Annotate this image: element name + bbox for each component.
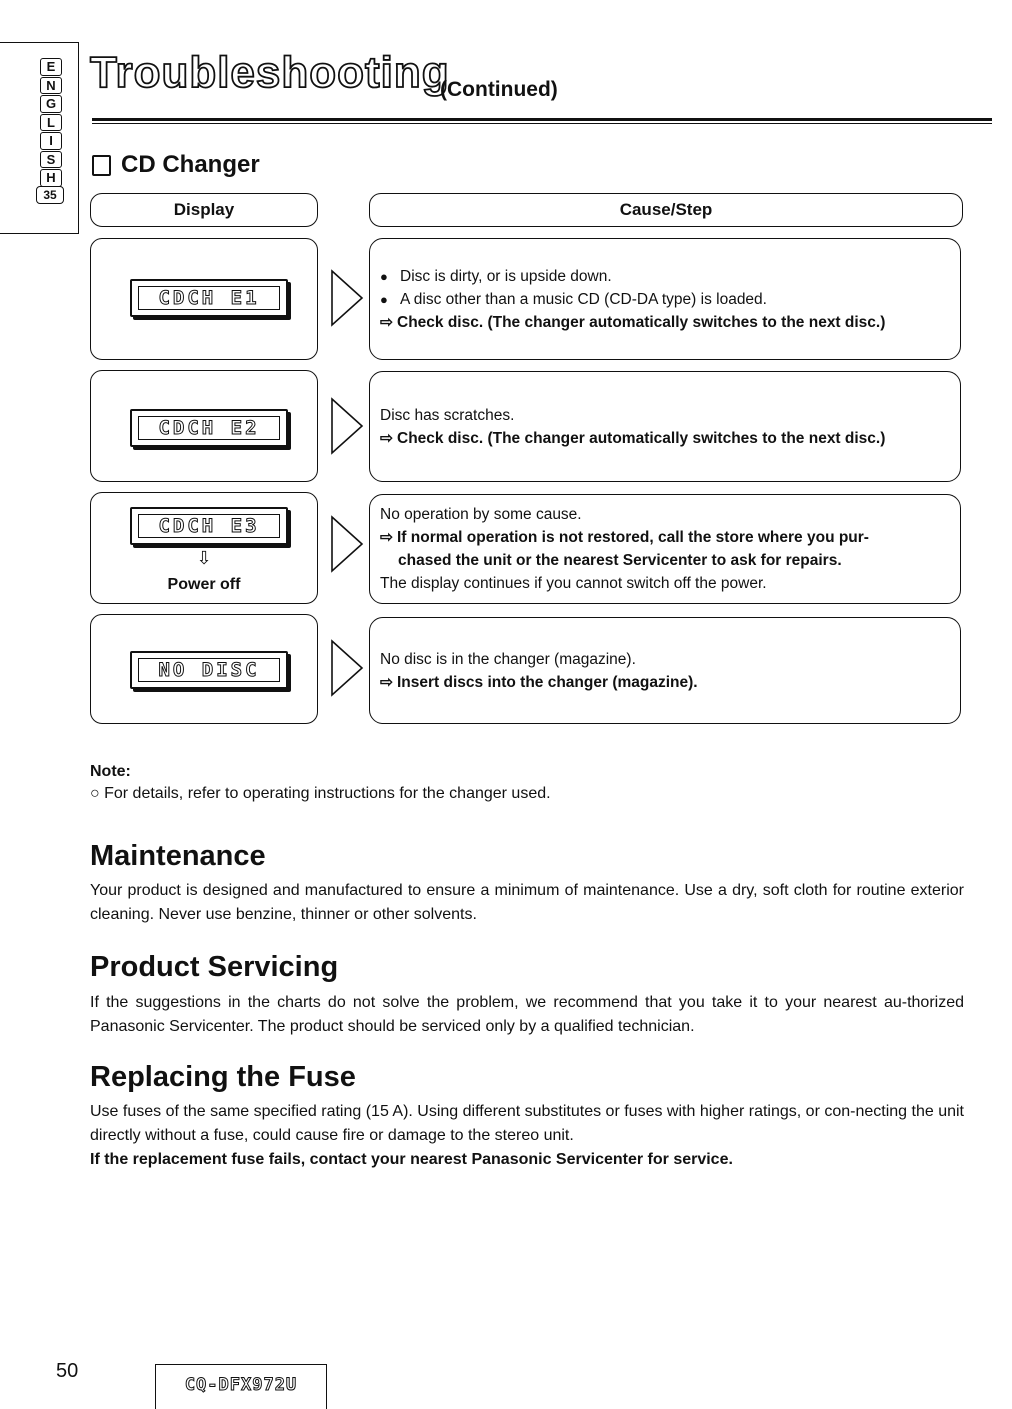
lcd-display-text: CDCH E1 <box>138 286 280 310</box>
fuse-warning: If the replacement fuse fails, contact your nearest Panasonic Servicenter for service. <box>90 1151 733 1168</box>
language-letter: E <box>40 58 62 76</box>
lcd-display-text: NO DISC <box>138 658 280 682</box>
lcd-display-text: CDCH E2 <box>138 416 280 440</box>
title-continued: (Continued) <box>440 78 558 101</box>
step-line <box>380 427 950 450</box>
step-line <box>380 549 950 572</box>
step-arrow-icon: ⇨ <box>380 429 393 447</box>
maintenance-text: Your product is designed and manufactured to ensure a minimum of maintenance. Use a dry, soft cloth for routine exterior cleaning. Never use benzine, thinner or other solvents. <box>90 882 964 923</box>
cd-changer-heading <box>92 151 260 179</box>
cause-line <box>380 648 950 671</box>
language-letter: S <box>40 151 62 169</box>
step-line <box>380 671 950 694</box>
step-line <box>380 311 950 334</box>
language-letter: G <box>40 95 62 113</box>
language-letters <box>40 58 62 188</box>
language-letter: H <box>40 169 62 187</box>
cause-column-header: Cause/Step <box>369 193 963 227</box>
cd-changer-heading-text: CD Changer <box>121 151 260 178</box>
model-tab <box>155 1364 327 1409</box>
cause-line <box>380 503 950 526</box>
display-cell <box>90 370 318 482</box>
step-line <box>380 526 950 549</box>
display-cell <box>90 238 318 360</box>
note-text-body: For details, refer to operating instructions for the changer used. <box>104 785 551 802</box>
step-line-text: If normal operation is not restored, call the store where you pur- <box>397 529 869 546</box>
right-triangle-arrow-icon <box>329 268 365 328</box>
section-page-badge: 35 <box>36 186 64 204</box>
cause-cell <box>369 238 961 360</box>
step-arrow-icon: ⇨ <box>380 673 393 691</box>
fuse-heading: Replacing the Fuse <box>90 1061 356 1093</box>
page-title: Troubleshooting <box>90 48 450 97</box>
cause-line-text: A disc other than a music CD (CD-DA type) is loaded. <box>400 290 767 308</box>
note-label: Note: <box>90 763 131 780</box>
cause-line-text: Disc is dirty, or is upside down. <box>400 267 612 285</box>
display-cell <box>90 614 318 724</box>
step-line-text: Check disc. (The changer automatically switches to the next disc.) <box>397 429 886 447</box>
cause-line-text: No disc is in the changer (magazine). <box>380 650 636 668</box>
note-text <box>90 785 551 803</box>
step-line-text: chased the unit or the nearest Servicenter to ask for repairs. <box>398 552 842 569</box>
display-cell <box>90 492 318 604</box>
cause-cell <box>369 617 961 724</box>
language-letter: I <box>40 132 62 150</box>
servicing-heading: Product Servicing <box>90 951 339 983</box>
lcd-display <box>130 409 288 447</box>
step-arrow-icon: ⇨ <box>380 529 393 546</box>
bullet-dot-icon: ● <box>380 268 388 284</box>
display-column-header: Display <box>90 193 318 227</box>
checkbox-square-icon <box>92 155 111 176</box>
cause-line <box>380 265 950 288</box>
cause-line-text: No operation by some cause. <box>380 506 582 523</box>
servicing-text: If the suggestions in the charts do not solve the problem, we recommend that you take it to your nearest au-thorized Panasonic Servicenter. The product should be serviced only by a qualified technician. <box>90 994 964 1035</box>
lcd-display-text: CDCH E3 <box>138 514 280 538</box>
cause-line <box>380 572 950 595</box>
right-triangle-arrow-icon <box>329 638 365 698</box>
fuse-text: Use fuses of the same specified rating (15 A). Using different substitutes or fuses with higher ratings, or con-necting the unit directly without a fuse, could cause fire or damage to the stereo unit. <box>90 1103 964 1144</box>
down-arrow-icon: ⇩ <box>196 548 212 568</box>
step-line-text: Insert discs into the changer (magazine). <box>397 673 698 691</box>
maintenance-heading: Maintenance <box>90 840 266 872</box>
title-rule <box>92 118 992 121</box>
bullet-dot-icon: ● <box>380 291 388 307</box>
lcd-display <box>130 279 288 317</box>
power-off-label: Power off <box>167 576 241 593</box>
title-rule-thin <box>92 123 992 124</box>
step-arrow-icon: ⇨ <box>380 313 393 331</box>
right-triangle-arrow-icon <box>329 396 365 456</box>
lcd-display <box>130 651 288 689</box>
cause-line-text: Disc has scratches. <box>380 406 515 424</box>
cause-line <box>380 288 950 311</box>
cause-line <box>380 404 950 427</box>
language-letter: L <box>40 114 62 132</box>
cause-cell <box>369 371 961 482</box>
model-name: CQ-DFX972U <box>184 1375 298 1395</box>
language-letter: N <box>40 77 62 95</box>
note-bullet-icon: ○ <box>90 785 105 802</box>
cause-line-text: The display continues if you cannot switch off the power. <box>380 575 767 592</box>
page-number: 50 <box>56 1360 79 1382</box>
right-triangle-arrow-icon <box>329 514 365 574</box>
step-line-text: Check disc. (The changer automatically switches to the next disc.) <box>397 313 886 331</box>
lcd-display <box>130 507 288 545</box>
cause-cell <box>369 494 961 604</box>
